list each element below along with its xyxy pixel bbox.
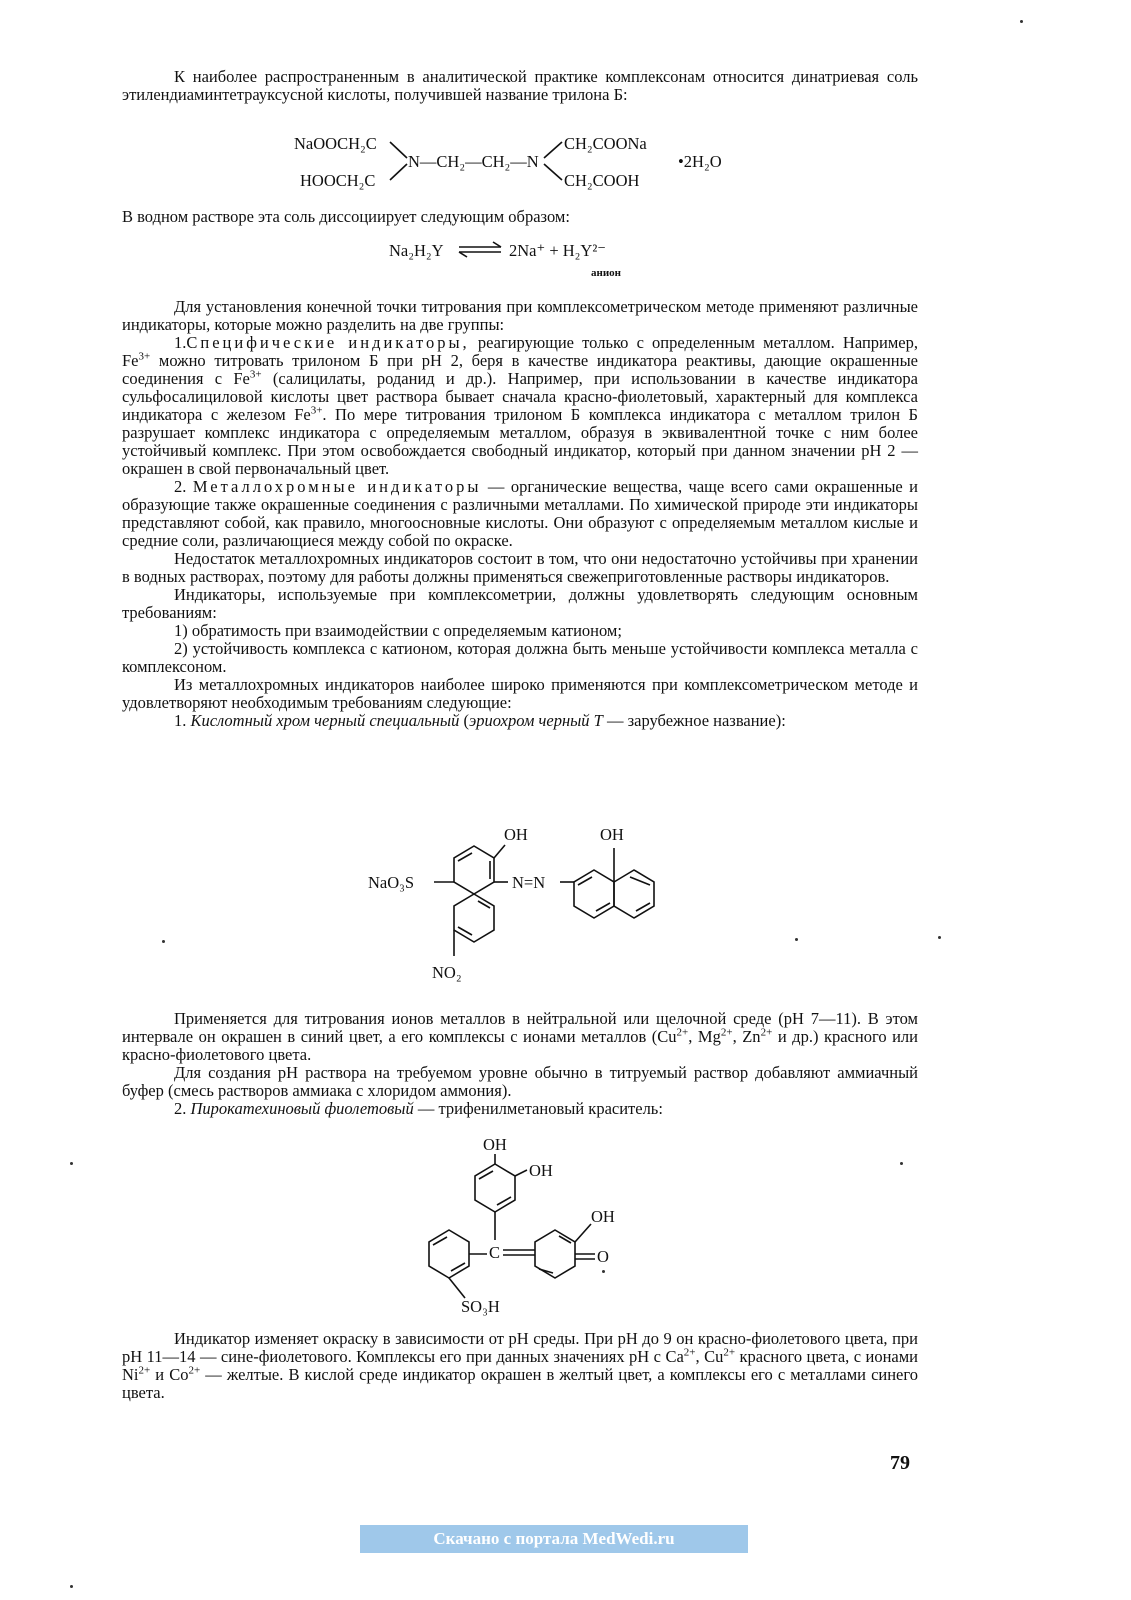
scan-speck	[602, 1270, 605, 1273]
indicator2-heading	[122, 1100, 918, 1118]
group2-term: Металлохромные индикаторы	[192, 477, 482, 496]
dissociation-equation	[385, 236, 665, 282]
intro-block	[122, 68, 918, 104]
widely-used-paragraph: Из металлохромных индикаторов наиболее широко применяются при комплексометрическом методе и удовлетворяют необходимым требованиям следующие:	[122, 675, 918, 712]
download-banner[interactable]: Скачано с портала MedWedi.ru	[360, 1525, 748, 1553]
group1-text: реагирующие только с определенным металлом. Например, $Fe^{3+}$ можно титровать трилоном Б при pH 2, беря в качестве индикатора реактивы, дающие окрашенные соединения с $Fe^{3+}$ (салицилаты, роданид и др.). Например, при использовании в качестве индикатора сульфосалициловой кислоты цвет раствора бывает сначала красно-фиолетовый, характерный для комплекса индикатора с железом $Fe^{3+}$. По мере титрования трилоном Б комплекса индикатора с металлом трилон Б разрушает комплекс индикатора с определяемым металлом, образуя в эквивалентной точке с ним более устойчивый комплекс. При этом освобождается свободный индикатор, который при данном значении pH 2 — окрашен в свой первоначальный цвет.	[122, 333, 918, 478]
application-block	[122, 1010, 918, 1118]
eq-anion-label: анион	[591, 267, 622, 279]
eq-right: 2Na⁺ + H₂Y²⁻	[509, 241, 606, 260]
scan-speck	[162, 940, 165, 943]
buffer-paragraph: Для создания pH раствора на требуемом уровне обычно в титруемый раствор добавляют аммиачный буфер (смесь растворов аммиака с хлоридом аммония).	[122, 1063, 918, 1100]
scan-speck	[795, 938, 798, 941]
drawback-paragraph: Недостаток металлохромных индикаторов состоит в том, что они недостаточно устойчивы при хранении в водных растворах, поэтому для работы должны применяться свежеприготовленные растворы индикаторов.	[122, 549, 918, 586]
group1-paragraph	[122, 334, 918, 478]
group2-text: — органические вещества, чаще всего сами окрашенные и образующие также окрашенные соединения с различными металлами. По химической природе эти индикаторы представляют собой, как правило, многоосновные кислоты. Они образуют с определяемым металлом кислые и средние соли, различающиеся между собой по окраске.	[122, 477, 919, 550]
requirements-paragraph: Индикаторы, используемые при комплексометрии, должны удовлетворять следующим основным требованиям:	[122, 585, 918, 622]
requirement-1: 1) обратимость при взаимодействии с определяемым катионом;	[174, 621, 622, 640]
erio-oh-right: OH	[600, 825, 624, 844]
ind2-num: 2.	[174, 1099, 187, 1118]
color-block	[122, 1330, 918, 1402]
ind1-name: Кислотный хром черный специальный	[190, 711, 460, 730]
erio-azo: N=N	[512, 873, 546, 892]
trilon-group-ch2coona: CH₂COONa	[564, 134, 647, 153]
pyro-oh-right: OH	[591, 1207, 615, 1226]
eq-left: Na₂H₂Y	[389, 241, 444, 260]
requirement-2: 2) устойчивость комплекса с катионом, которая должна быть меньше устойчивости комплекса металла с комплексоном.	[122, 639, 918, 676]
pyro-oh-top2: OH	[529, 1161, 553, 1180]
trilon-water: •2H₂O	[678, 152, 722, 171]
scan-speck	[938, 936, 941, 939]
ind1-alt-name: эриохром черный Т	[468, 711, 603, 730]
scan-speck	[900, 1162, 903, 1165]
indicators-intro: Для установления конечной точки титрования при комплексометрическом методе применяют различные индикаторы, которые можно разделить на две группы:	[122, 297, 918, 334]
pyro-so3h: SO₃H	[461, 1297, 500, 1316]
page-number: 79	[890, 1452, 910, 1474]
trilon-b-formula	[280, 128, 750, 196]
erio-oh-left: OH	[504, 825, 528, 844]
indicators-block	[122, 298, 918, 730]
ind1-paren: (	[463, 711, 469, 730]
ind2-rest: — трифенилметановый краситель:	[413, 1099, 663, 1118]
intro-paragraph: К наиболее распространенным в аналитической практике комплексонам относится динатриевая соль этилендиаминтетрауксусной кислоты, получившей название трилона Б:	[122, 67, 918, 104]
application-paragraph: Применяется для титрования ионов металлов в нейтральной или щелочной среде (pH 7—11). В этом интервале он окрашен в синий цвет, а его комплексы с ионами металлов ($Cu^{2+}$, $Mg^{2+}$, $Zn^{2+}$ и др.) красного или красно-фиолетового цвета.	[122, 1009, 918, 1064]
scan-speck	[1020, 20, 1023, 23]
ind1-num: 1.	[174, 711, 187, 730]
group2-paragraph	[122, 478, 918, 550]
ind1-rest: — зарубежное название):	[602, 711, 786, 730]
scan-speck	[70, 1162, 73, 1165]
erio-so3na: NaO₃S	[368, 873, 415, 892]
pyro-oxo: O	[597, 1247, 609, 1266]
trilon-group-ch2cooh: CH₂COOH	[564, 171, 640, 190]
group1-term: Специфические индикаторы,	[186, 333, 470, 352]
pyro-oh-top: OH	[483, 1135, 507, 1154]
ind2-name: Пирокатехиновый фиолетовый	[190, 1099, 414, 1118]
group2-num: 2.	[174, 477, 187, 496]
erio-no2: NO₂	[432, 963, 462, 982]
group1-num: 1.	[174, 333, 187, 352]
eriochrome-structure	[360, 818, 690, 998]
pyrocatechol-structure	[395, 1130, 655, 1320]
scan-speck	[70, 1585, 73, 1588]
trilon-group-naoocch2c: NaOOCH₂C	[294, 134, 377, 153]
trilon-group-hoocch2c: HOOCH₂C	[300, 171, 376, 190]
dissoc-sentence: В водном растворе эта соль диссоциирует следующим образом:	[122, 207, 570, 226]
color-paragraph: Индикатор изменяет окраску в зависимости от pH среды. При pH до 9 он красно-фиолетового цвета, при pH 11—14 — сине-фиолетового. Комплексы его при данных значениях pH с $Ca^{2+}$, $Cu^{2+}$ красного цвета, с ионами $Ni^{2+}$ и $Co^{2+}$ — желтые. В кислой среде индикатор окрашен в желтый цвет, а комплексы его с металлами синего цвета.	[122, 1329, 918, 1402]
indicator1-heading	[122, 712, 918, 730]
pyro-central-c: C	[489, 1243, 501, 1262]
trilon-chain: N—CH₂—CH₂—N	[408, 152, 539, 171]
dissoc-block	[122, 208, 918, 226]
